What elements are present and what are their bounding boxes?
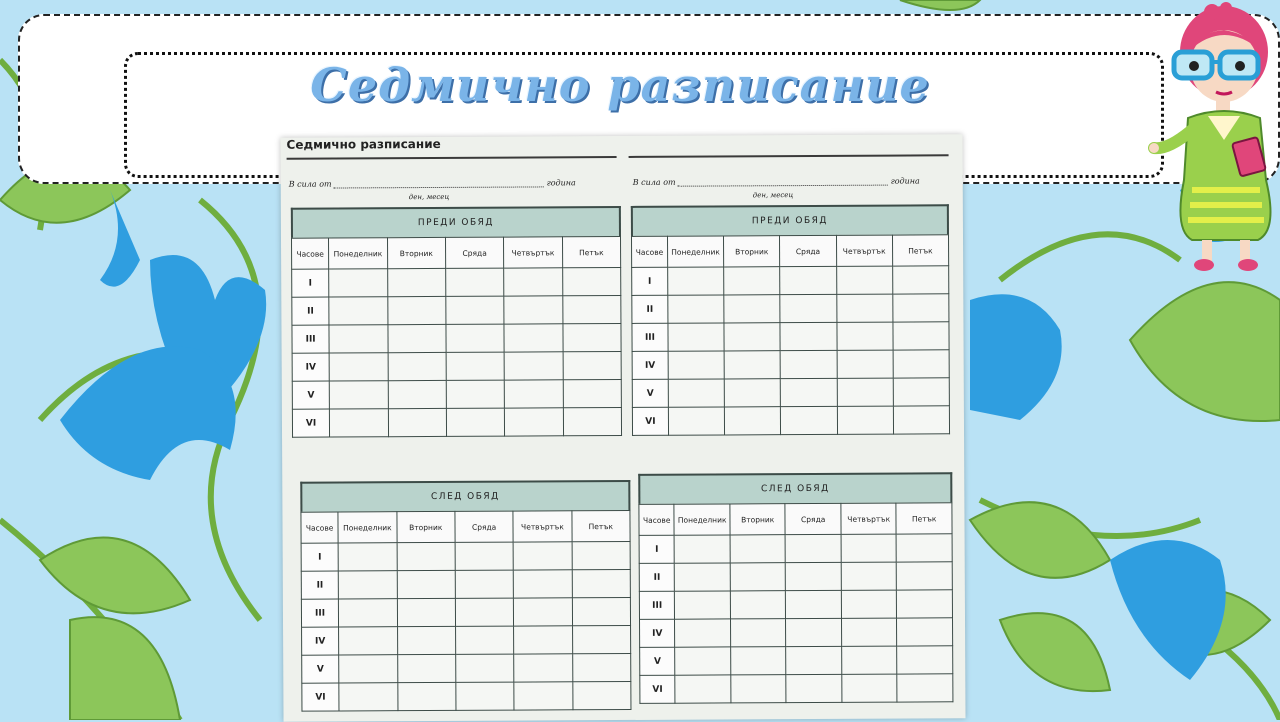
- empty-cell: [505, 408, 564, 436]
- empty-cell: [730, 535, 786, 563]
- valid-from-label: В сила от: [632, 177, 676, 187]
- empty-cell: [397, 626, 456, 654]
- empty-cell: [572, 653, 631, 681]
- table-row: [640, 646, 953, 676]
- empty-cell: [572, 597, 631, 625]
- column-header: Четвъртък: [504, 237, 563, 268]
- table-row: [632, 350, 949, 380]
- empty-cell: [675, 563, 731, 591]
- empty-cell: [724, 379, 780, 407]
- empty-cell: [339, 627, 398, 655]
- empty-cell: [514, 626, 573, 654]
- period-number: II: [301, 571, 338, 599]
- year-label: година: [546, 178, 576, 188]
- empty-cell: [897, 562, 953, 590]
- column-header: Петък: [572, 510, 631, 541]
- column-header: Петък: [562, 237, 621, 268]
- empty-cell: [897, 590, 953, 618]
- sheet-title: Седмично разписание: [286, 136, 441, 152]
- empty-cell: [572, 541, 631, 569]
- empty-cell: [562, 296, 621, 324]
- teacher-character-illustration: [1148, 0, 1280, 280]
- table-row: [632, 322, 949, 352]
- table-row: [292, 352, 621, 382]
- column-header: Понеделник: [667, 236, 723, 267]
- empty-cell: [387, 296, 446, 324]
- empty-cell: [330, 409, 389, 437]
- period-number: III: [292, 325, 329, 353]
- empty-cell: [338, 543, 397, 571]
- empty-cell: [572, 569, 631, 597]
- period-number: I: [301, 543, 338, 571]
- table-row: [640, 618, 953, 648]
- empty-cell: [892, 266, 948, 294]
- column-header: Вторник: [396, 511, 455, 542]
- column-header: Четвъртък: [513, 511, 572, 542]
- empty-cell: [893, 350, 949, 378]
- empty-cell: [514, 598, 573, 626]
- period-number: II: [639, 563, 675, 591]
- empty-cell: [786, 674, 842, 702]
- empty-cell: [388, 352, 447, 380]
- empty-cell: [841, 562, 897, 590]
- empty-cell: [504, 324, 563, 352]
- empty-cell: [514, 682, 573, 710]
- day-month-left: ден, месец: [408, 192, 450, 202]
- column-header: Петък: [892, 235, 948, 266]
- empty-cell: [730, 563, 786, 591]
- table-row: [640, 674, 953, 704]
- empty-cell: [455, 570, 514, 598]
- period-number: II: [292, 297, 329, 325]
- empty-cell: [387, 268, 446, 296]
- empty-cell: [572, 625, 631, 653]
- column-header: Сряда: [785, 503, 841, 534]
- empty-cell: [446, 324, 505, 352]
- empty-cell: [781, 378, 837, 406]
- empty-cell: [446, 380, 505, 408]
- empty-cell: [455, 598, 514, 626]
- table-row: [292, 380, 621, 410]
- empty-cell: [397, 682, 456, 710]
- column-header: Сряда: [455, 511, 514, 542]
- empty-cell: [731, 675, 787, 703]
- empty-cell: [563, 380, 622, 408]
- timetable-grid: [631, 234, 950, 436]
- empty-cell: [786, 534, 842, 562]
- empty-cell: [837, 406, 893, 434]
- empty-cell: [893, 294, 949, 322]
- column-header: Часове: [639, 504, 675, 535]
- empty-cell: [836, 322, 892, 350]
- empty-cell: [897, 646, 953, 674]
- timetable-grid: [638, 502, 953, 704]
- empty-cell: [675, 591, 731, 619]
- table-after-lunch-left: [300, 480, 631, 712]
- table-row: [632, 294, 949, 324]
- empty-cell: [781, 406, 837, 434]
- empty-cell: [786, 562, 842, 590]
- column-header: Сряда: [780, 235, 836, 266]
- empty-cell: [841, 618, 897, 646]
- empty-cell: [455, 626, 514, 654]
- empty-cell: [563, 352, 622, 380]
- table-section-header: СЛЕД ОБЯД: [638, 472, 952, 504]
- year-label: година: [890, 176, 920, 186]
- empty-cell: [837, 350, 893, 378]
- table-before-lunch-right: [631, 204, 950, 436]
- empty-cell: [329, 269, 388, 297]
- table-row: [302, 681, 631, 711]
- empty-cell: [724, 407, 780, 435]
- empty-cell: [731, 647, 787, 675]
- empty-cell: [786, 618, 842, 646]
- empty-cell: [780, 294, 836, 322]
- empty-cell: [836, 266, 892, 294]
- column-header: Часове: [631, 236, 667, 267]
- empty-cell: [388, 408, 447, 436]
- table-section-header: СЛЕД ОБЯД: [300, 480, 630, 512]
- table-before-lunch-left: [291, 206, 622, 438]
- empty-cell: [504, 296, 563, 324]
- period-number: III: [632, 323, 668, 351]
- empty-cell: [837, 378, 893, 406]
- empty-cell: [339, 683, 398, 711]
- period-number: IV: [632, 351, 668, 379]
- table-row: [632, 406, 949, 436]
- period-number: VI: [292, 409, 329, 437]
- empty-cell: [675, 647, 731, 675]
- column-header: Четвъртък: [836, 235, 892, 266]
- empty-cell: [724, 295, 780, 323]
- empty-cell: [841, 534, 897, 562]
- empty-cell: [786, 646, 842, 674]
- empty-cell: [836, 294, 892, 322]
- empty-cell: [897, 618, 953, 646]
- empty-cell: [668, 295, 724, 323]
- empty-cell: [329, 297, 388, 325]
- table-row: [639, 562, 952, 592]
- valid-from-label: В сила от: [288, 179, 332, 189]
- empty-cell: [339, 655, 398, 683]
- empty-cell: [724, 323, 780, 351]
- timetable-grid: [300, 510, 631, 712]
- empty-cell: [786, 590, 842, 618]
- empty-cell: [842, 646, 898, 674]
- period-number: V: [292, 381, 329, 409]
- column-header: Понеделник: [338, 512, 397, 543]
- column-header: Вторник: [387, 237, 446, 268]
- empty-cell: [730, 619, 786, 647]
- period-number: VI: [640, 675, 676, 703]
- day-month-right: ден, месец: [752, 191, 794, 200]
- divider-left: [287, 156, 617, 160]
- table-section-header: ПРЕДИ ОБЯД: [631, 204, 949, 236]
- empty-cell: [780, 350, 836, 378]
- empty-cell: [339, 599, 398, 627]
- empty-cell: [446, 296, 505, 324]
- valid-from-left: [289, 178, 576, 189]
- column-header: Сряда: [445, 237, 504, 268]
- empty-cell: [893, 406, 949, 434]
- column-header: Часове: [292, 238, 329, 269]
- empty-cell: [329, 353, 388, 381]
- empty-cell: [572, 681, 631, 709]
- empty-cell: [513, 542, 572, 570]
- empty-cell: [338, 571, 397, 599]
- table-row: [301, 541, 630, 571]
- column-header: Понеделник: [329, 238, 388, 269]
- empty-cell: [730, 591, 786, 619]
- empty-cell: [842, 674, 898, 702]
- empty-cell: [455, 542, 514, 570]
- empty-cell: [456, 682, 515, 710]
- empty-cell: [675, 619, 731, 647]
- empty-cell: [329, 381, 388, 409]
- empty-cell: [446, 352, 505, 380]
- empty-cell: [668, 267, 724, 295]
- empty-cell: [893, 378, 949, 406]
- period-number: V: [632, 379, 668, 407]
- period-number: IV: [292, 353, 329, 381]
- table-row: [639, 590, 952, 620]
- empty-cell: [668, 379, 724, 407]
- empty-cell: [674, 535, 730, 563]
- empty-cell: [388, 380, 447, 408]
- column-header: Вторник: [724, 236, 780, 267]
- empty-cell: [724, 351, 780, 379]
- empty-cell: [897, 534, 953, 562]
- divider-right: [629, 154, 949, 158]
- column-header: Петък: [896, 503, 952, 534]
- timetable-sheet: [280, 134, 965, 722]
- empty-cell: [668, 351, 724, 379]
- empty-cell: [562, 268, 621, 296]
- table-row: [292, 324, 621, 354]
- period-number: III: [301, 599, 338, 627]
- empty-cell: [724, 267, 780, 295]
- table-row: [639, 534, 952, 564]
- empty-cell: [456, 654, 515, 682]
- table-after-lunch-right: [638, 472, 953, 704]
- table-section-header: ПРЕДИ ОБЯД: [291, 206, 621, 238]
- period-number: III: [639, 591, 675, 619]
- table-row: [302, 625, 631, 655]
- empty-cell: [504, 352, 563, 380]
- empty-cell: [397, 570, 456, 598]
- empty-cell: [841, 590, 897, 618]
- table-row: [302, 653, 631, 683]
- column-header: Вторник: [730, 504, 786, 535]
- empty-cell: [780, 266, 836, 294]
- empty-cell: [397, 542, 456, 570]
- empty-cell: [329, 325, 388, 353]
- timetable-grid: [291, 236, 622, 438]
- period-number: VI: [632, 407, 668, 435]
- period-number: IV: [640, 619, 676, 647]
- empty-cell: [397, 598, 456, 626]
- empty-cell: [668, 407, 724, 435]
- valid-from-right: [633, 176, 920, 187]
- period-number: V: [302, 655, 339, 683]
- table-row: [301, 569, 630, 599]
- empty-cell: [514, 654, 573, 682]
- empty-cell: [780, 322, 836, 350]
- empty-cell: [893, 322, 949, 350]
- empty-cell: [446, 408, 505, 436]
- table-row: [301, 597, 630, 627]
- column-header: Понеделник: [674, 504, 730, 535]
- table-row: [292, 268, 621, 298]
- empty-cell: [388, 324, 447, 352]
- empty-cell: [668, 323, 724, 351]
- table-row: [292, 408, 621, 438]
- empty-cell: [897, 674, 953, 702]
- empty-cell: [514, 570, 573, 598]
- column-header: Часове: [301, 512, 338, 543]
- period-number: IV: [302, 627, 339, 655]
- period-number: VI: [302, 683, 339, 711]
- page-title: Седмично разписание: [310, 58, 930, 112]
- empty-cell: [397, 654, 456, 682]
- empty-cell: [563, 324, 622, 352]
- column-header: Четвъртък: [841, 503, 897, 534]
- empty-cell: [446, 268, 505, 296]
- period-number: V: [640, 647, 676, 675]
- period-number: I: [292, 269, 329, 297]
- period-number: II: [632, 295, 668, 323]
- table-row: [632, 266, 949, 296]
- table-row: [632, 378, 949, 408]
- period-number: I: [639, 535, 675, 563]
- period-number: I: [632, 267, 668, 295]
- empty-cell: [563, 408, 622, 436]
- empty-cell: [675, 675, 731, 703]
- empty-cell: [504, 268, 563, 296]
- table-row: [292, 296, 621, 326]
- empty-cell: [505, 380, 564, 408]
